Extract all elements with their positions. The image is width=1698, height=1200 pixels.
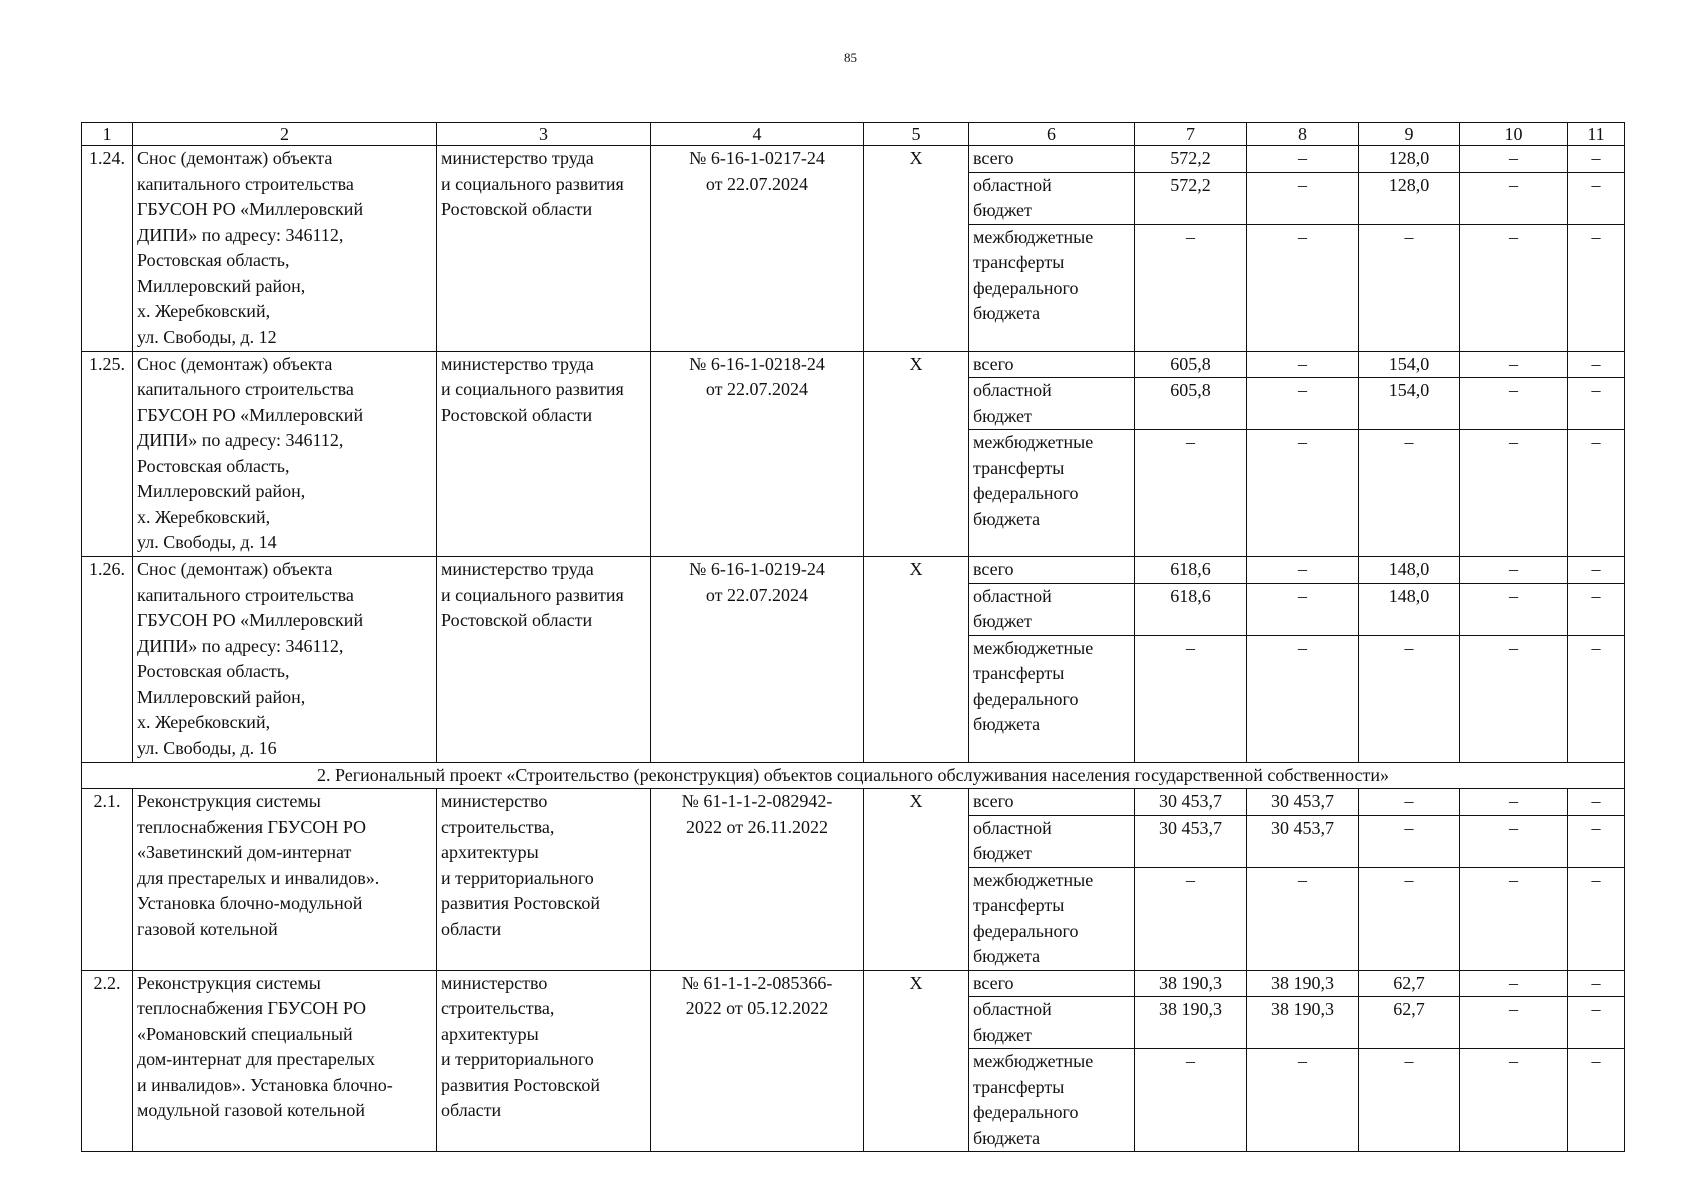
fund-label-federal: межбюджетные трансферты федерального бюджета (969, 430, 1135, 557)
amount-cell: 572,2 (1135, 172, 1247, 224)
amount-cell: – (1247, 635, 1359, 762)
amount-cell: – (1568, 789, 1625, 816)
amount-cell: – (1568, 146, 1625, 173)
fund-label-total: всего (969, 146, 1135, 173)
amount-cell: 148,0 (1359, 583, 1460, 635)
amount-cell: – (1247, 172, 1359, 224)
section-row (82, 762, 1625, 789)
amount-cell: – (1247, 378, 1359, 430)
amount-cell: – (1568, 1049, 1625, 1152)
column-5-mark: Х (864, 351, 969, 557)
amount-cell: – (1568, 351, 1625, 378)
amount-cell: – (1568, 583, 1625, 635)
document-number: № 6-16-1-0217-24 от 22.07.2024 (651, 146, 864, 352)
amount-cell: – (1247, 430, 1359, 557)
amount-cell: 128,0 (1359, 146, 1460, 173)
amount-cell: – (1568, 172, 1625, 224)
fund-label-federal: межбюджетные трансферты федерального бюджета (969, 224, 1135, 351)
column-5-mark: Х (864, 146, 969, 352)
table-row (82, 557, 1625, 584)
table-row (82, 970, 1625, 997)
amount-cell: – (1247, 867, 1359, 970)
amount-cell: 62,7 (1359, 970, 1460, 997)
amount-cell: – (1568, 224, 1625, 351)
amount-cell: 605,8 (1135, 351, 1247, 378)
fund-label-total: всего (969, 789, 1135, 816)
header-cell: 2 (133, 123, 437, 146)
row-number: 2.1. (82, 789, 133, 971)
column-5-mark: Х (864, 557, 969, 763)
document-number: № 6-16-1-0219-24 от 22.07.2024 (651, 557, 864, 763)
amount-cell: 128,0 (1359, 172, 1460, 224)
fund-label-federal: межбюджетные трансферты федерального бюджета (969, 635, 1135, 762)
table-row (82, 146, 1625, 173)
header-cell: 4 (651, 123, 864, 146)
responsible-organization: министерство труда и социального развития Ростовской области (437, 146, 651, 352)
object-name: Снос (демонтаж) объекта капитального строительства ГБУСОН РО «Миллеровский ДИПИ» по адресу: 346112, Ростовская область, Миллеровский район, х. Жеребковский, ул. Свободы, д. 14 (133, 351, 437, 557)
amount-cell: 38 190,3 (1135, 997, 1247, 1049)
amount-cell: 154,0 (1359, 351, 1460, 378)
table-row (82, 351, 1625, 378)
row-number: 1.26. (82, 557, 133, 763)
amount-cell: 618,6 (1135, 583, 1247, 635)
amount-cell: – (1460, 635, 1568, 762)
amount-cell: – (1460, 789, 1568, 816)
fund-label-federal: межбюджетные трансферты федерального бюджета (969, 867, 1135, 970)
amount-cell: – (1460, 997, 1568, 1049)
amount-cell: 572,2 (1135, 146, 1247, 173)
responsible-organization: министерство строительства, архитектуры и территориального развития Ростовской области (437, 970, 651, 1152)
header-cell: 5 (864, 123, 969, 146)
header-cell: 7 (1135, 123, 1247, 146)
amount-cell: – (1135, 635, 1247, 762)
responsible-organization: министерство строительства, архитектуры и территориального развития Ростовской области (437, 789, 651, 971)
amount-cell: – (1247, 557, 1359, 584)
row-number: 1.25. (82, 351, 133, 557)
header-cell: 8 (1247, 123, 1359, 146)
amount-cell: – (1460, 146, 1568, 173)
amount-cell: – (1460, 172, 1568, 224)
object-name: Снос (демонтаж) объекта капитального строительства ГБУСОН РО «Миллеровский ДИПИ» по адресу: 346112, Ростовская область, Миллеровский район, х. Жеребковский, ул. Свободы, д. 16 (133, 557, 437, 763)
amount-cell: 30 453,7 (1135, 789, 1247, 816)
amount-cell: – (1568, 430, 1625, 557)
column-5-mark: Х (864, 970, 969, 1152)
amount-cell: – (1568, 378, 1625, 430)
header-cell: 9 (1359, 123, 1460, 146)
object-name: Снос (демонтаж) объекта капитального строительства ГБУСОН РО «Миллеровский ДИПИ» по адресу: 346112, Ростовская область, Миллеровский район, х. Жеребковский, ул. Свободы, д. 12 (133, 146, 437, 352)
amount-cell: – (1359, 430, 1460, 557)
document-number: № 61-1-1-2-082942- 2022 от 26.11.2022 (651, 789, 864, 971)
amount-cell: – (1460, 583, 1568, 635)
header-cell: 11 (1568, 123, 1625, 146)
amount-cell: – (1359, 1049, 1460, 1152)
amount-cell: – (1359, 867, 1460, 970)
amount-cell: – (1460, 970, 1568, 997)
fund-label-regional: областной бюджет (969, 172, 1135, 224)
document-number: № 61-1-1-2-085366- 2022 от 05.12.2022 (651, 970, 864, 1152)
amount-cell: 30 453,7 (1135, 815, 1247, 867)
funding-table (81, 122, 1625, 1152)
row-number: 1.24. (82, 146, 133, 352)
amount-cell: – (1247, 583, 1359, 635)
amount-cell: – (1460, 430, 1568, 557)
amount-cell: – (1460, 351, 1568, 378)
amount-cell: – (1460, 378, 1568, 430)
fund-label-regional: областной бюджет (969, 583, 1135, 635)
amount-cell: – (1247, 146, 1359, 173)
section-title: 2. Региональный проект «Строительство (реконструкция) объектов социального обслуживания населения государственной собственности» (82, 762, 1625, 789)
amount-cell: 38 190,3 (1247, 997, 1359, 1049)
amount-cell: – (1568, 997, 1625, 1049)
header-cell: 1 (82, 123, 133, 146)
amount-cell: – (1460, 1049, 1568, 1152)
amount-cell: – (1359, 224, 1460, 351)
amount-cell: – (1568, 635, 1625, 762)
amount-cell: 30 453,7 (1247, 789, 1359, 816)
fund-label-regional: областной бюджет (969, 378, 1135, 430)
amount-cell: – (1247, 1049, 1359, 1152)
responsible-organization: министерство труда и социального развития Ростовской области (437, 557, 651, 763)
amount-cell: – (1460, 224, 1568, 351)
fund-label-regional: областной бюджет (969, 815, 1135, 867)
object-name: Реконструкция системы теплоснабжения ГБУСОН РО «Заветинский дом-интернат для престарелых и инвалидов». Установка блочно-модульной газовой котельной (133, 789, 437, 971)
amount-cell: – (1460, 815, 1568, 867)
header-cell: 6 (969, 123, 1135, 146)
amount-cell: – (1247, 224, 1359, 351)
amount-cell: 38 190,3 (1135, 970, 1247, 997)
amount-cell: 38 190,3 (1247, 970, 1359, 997)
amount-cell: 148,0 (1359, 557, 1460, 584)
amount-cell: – (1460, 557, 1568, 584)
fund-label-total: всего (969, 351, 1135, 378)
column-5-mark: Х (864, 789, 969, 971)
amount-cell: – (1135, 867, 1247, 970)
amount-cell: 62,7 (1359, 997, 1460, 1049)
amount-cell: – (1359, 789, 1460, 816)
responsible-organization: министерство труда и социального развития Ростовской области (437, 351, 651, 557)
header-row (82, 123, 1625, 146)
amount-cell: 618,6 (1135, 557, 1247, 584)
table-row (82, 789, 1625, 816)
header-cell: 10 (1460, 123, 1568, 146)
amount-cell: 154,0 (1359, 378, 1460, 430)
amount-cell: – (1135, 1049, 1247, 1152)
amount-cell: – (1568, 867, 1625, 970)
amount-cell: 30 453,7 (1247, 815, 1359, 867)
amount-cell: – (1568, 970, 1625, 997)
amount-cell: 605,8 (1135, 378, 1247, 430)
amount-cell: – (1247, 351, 1359, 378)
amount-cell: – (1135, 224, 1247, 351)
amount-cell: – (1359, 635, 1460, 762)
amount-cell: – (1568, 557, 1625, 584)
document-number: № 6-16-1-0218-24 от 22.07.2024 (651, 351, 864, 557)
amount-cell: – (1460, 867, 1568, 970)
header-cell: 3 (437, 123, 651, 146)
fund-label-federal: межбюджетные трансферты федерального бюджета (969, 1049, 1135, 1152)
row-number: 2.2. (82, 970, 133, 1152)
fund-label-total: всего (969, 557, 1135, 584)
page-number: 85 (844, 50, 857, 65)
amount-cell: – (1135, 430, 1247, 557)
fund-label-regional: областной бюджет (969, 997, 1135, 1049)
fund-label-total: всего (969, 970, 1135, 997)
object-name: Реконструкция системы теплоснабжения ГБУСОН РО «Романовский специальный дом-интернат для престарелых и инвалидов». Установка блочно- модульной газовой котельной (133, 970, 437, 1152)
amount-cell: – (1568, 815, 1625, 867)
amount-cell: – (1359, 815, 1460, 867)
